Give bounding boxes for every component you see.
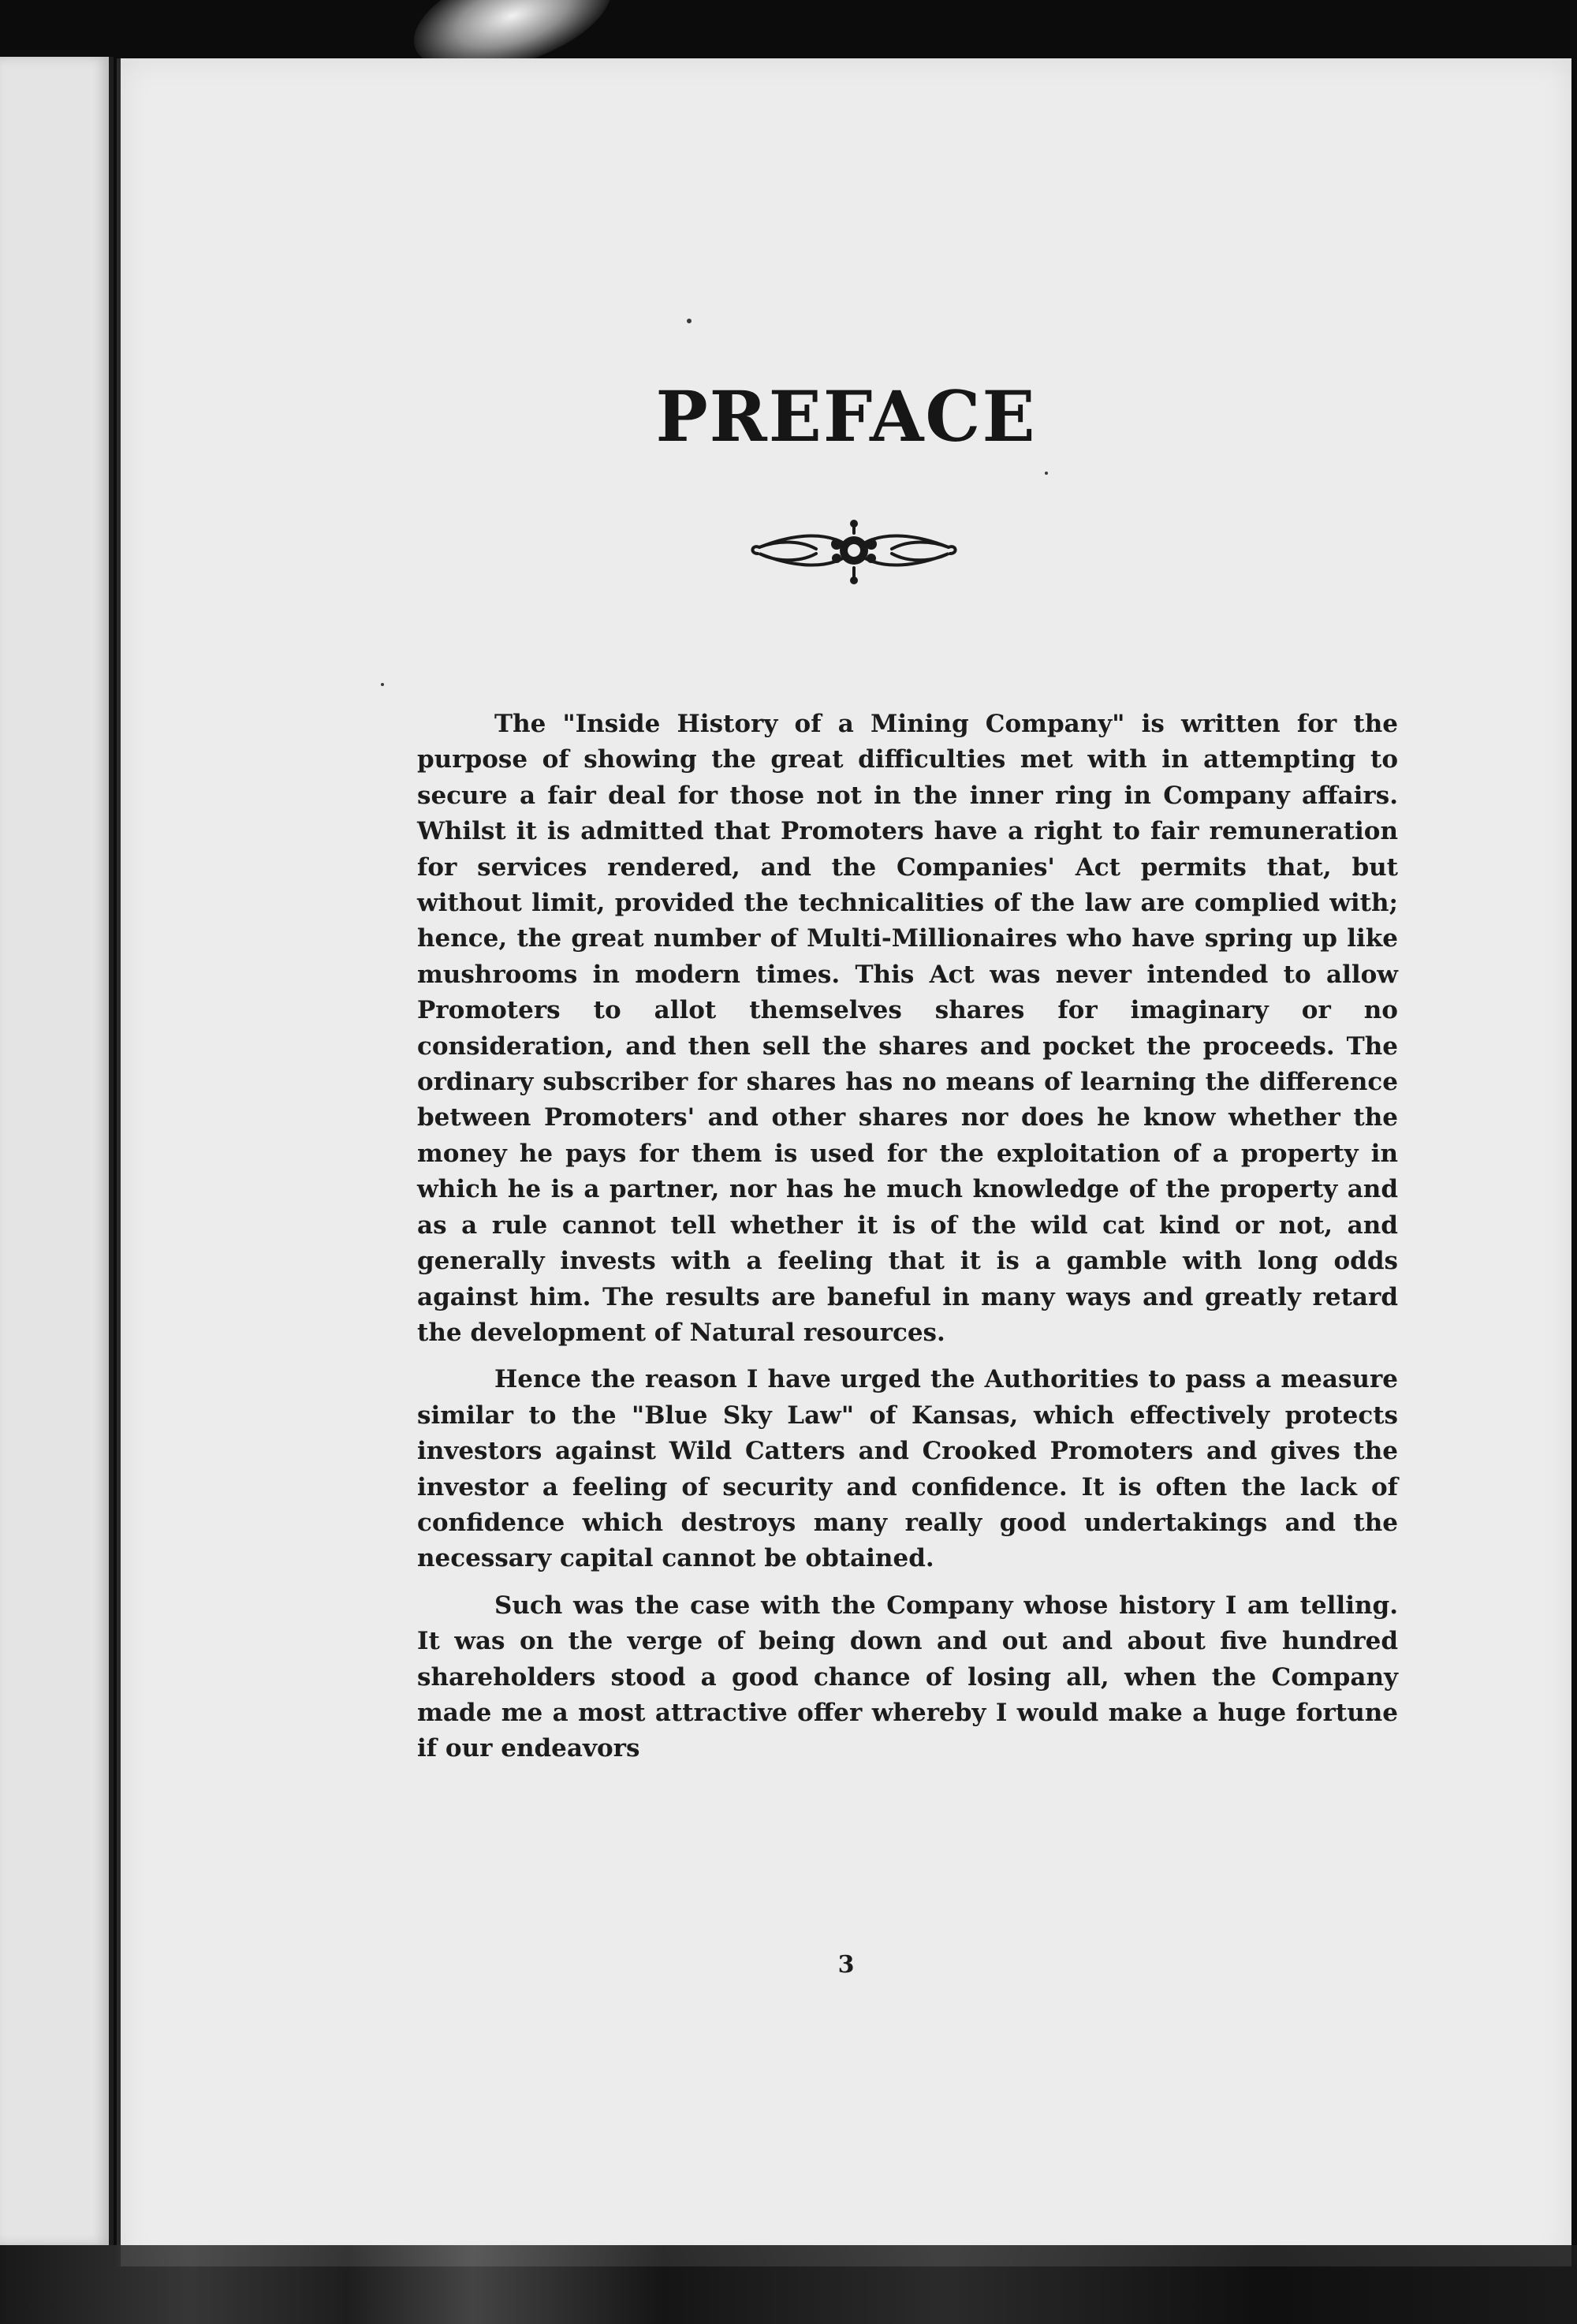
page-number: 3	[837, 1951, 855, 1979]
scroll-flourish-icon	[744, 513, 964, 588]
paragraph: The "Inside History of a Mining Company" is written for the purpose of showing the great difficulties met with in attempting to secure a fair deal for those not in the inner ring in Company affairs. Whilst it is admitted that Promoters have a right to fair remuneration for services rendered, and the Companies' Act permits that, but without limit, provided the technicalities of the law are complied with; hence, the great number of Multi-Millionaires who have spring up like mushrooms in modern times. This Act was never intended to allow Promoters to allot themselves shares for imaginary or no consideration, and then sell the shares and pocket the proceeds. The ordinary subscriber for shares has no means of learning the difference between Promoters' and other shares nor does he know whether the money he pays for them is used for the exploitation of a property in which he is a partner, nor has he much knowledge of the property and as a rule cannot tell whether it is of the wild cat kind or not, and generally invests with a feeling that it is a gamble with long odds against him. The results are baneful in many ways and greatly retard the development of Natural resources.	[417, 710, 1398, 1347]
page-title: PREFACE	[655, 375, 1037, 457]
facing-page-edge	[0, 57, 114, 2245]
dust-speck	[381, 683, 384, 686]
book-page	[117, 58, 1571, 2266]
dust-speck	[687, 319, 692, 323]
scanner-bed-edge	[0, 2245, 1577, 2324]
dust-speck	[1045, 472, 1048, 475]
paragraph: Hence the reason I have urged the Authorities to pass a measure similar to the "Blue Sky Law" of Kansas, which effectively protects investors against Wild Catters and Crooked Promoters and gives the investor a feeling of security and confidence. It is often the lack of confidence which destroys many really good undertakings and the necessary capital cannot be obtained.	[417, 1365, 1398, 1573]
preface-body	[417, 707, 1398, 1778]
paragraph: Such was the case with the Company whose history I am telling. It was on the verge of being down and out and about five hundred shareholders stood a good chance of losing all, when the Company made me a most attractive offer whereby I would make a huge fortune if our endeavors	[417, 1591, 1398, 1763]
